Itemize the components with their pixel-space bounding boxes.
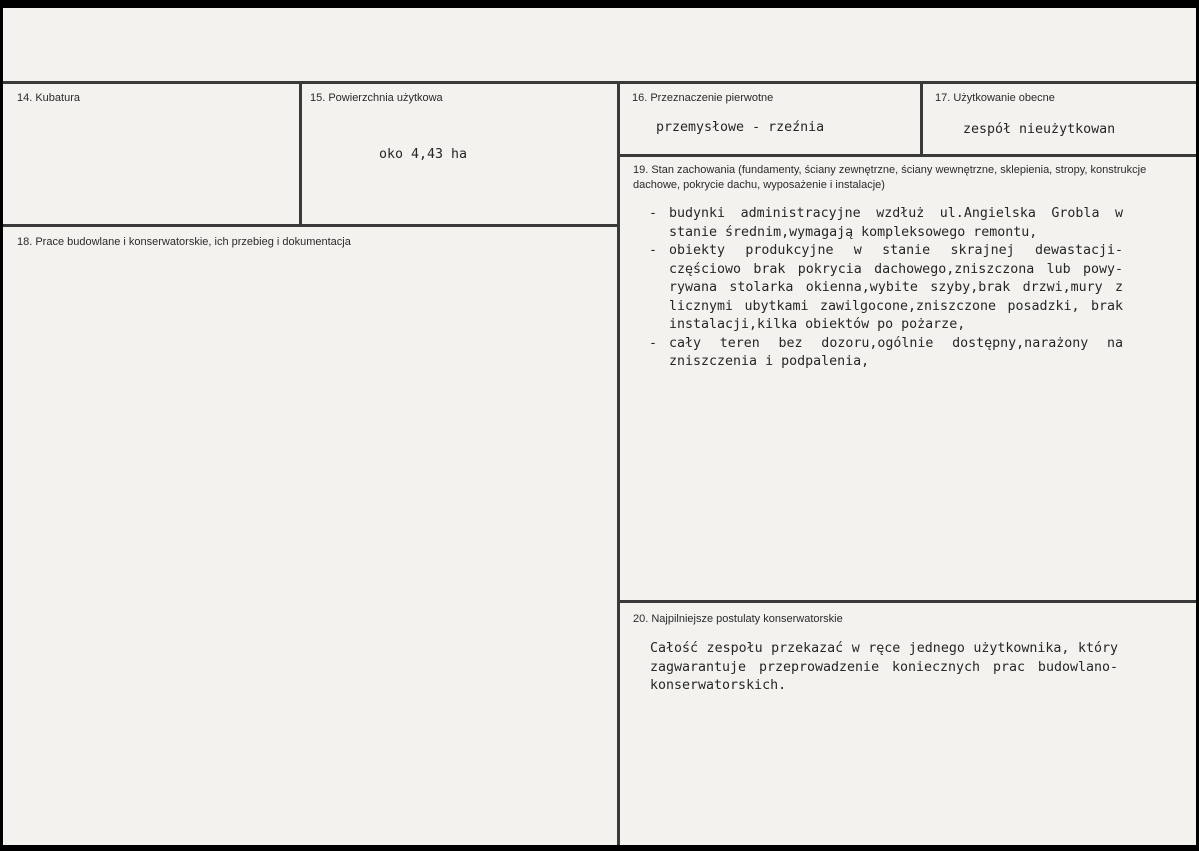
- stan-item-text: cały teren bez dozoru,ogólnie dostępny,narażony na zniszczenia i podpalenia,: [669, 335, 1123, 369]
- stan-item: [649, 242, 1123, 335]
- stan-item-text: obiekty produkcyjne w stanie skrajnej dewastacji- częściowo brak pokrycia dachowego,zniszczona lub powy- rywana stolarka okienna,wybite szyby,brak drzwi,mury z licznymi ubytkami zawilgocone,zniszczone posadzki, brak instalacji,kilka obiektów po pożarze,: [669, 243, 1123, 332]
- center-divider: [617, 83, 620, 845]
- rule-below-19: [618, 600, 1196, 603]
- prace-label: 18. Prace budowlane i konserwatorskie, ich przebieg i dokumentacja: [17, 236, 351, 248]
- stan-items: [649, 205, 1123, 372]
- divider-16-17: [920, 83, 923, 155]
- rule-below-14-15: [3, 224, 619, 227]
- stan-item: [649, 335, 1123, 372]
- top-rule: [3, 81, 1196, 84]
- divider-14-15: [299, 83, 302, 227]
- stan-item-text: budynki administracyjne wzdłuż ul.Angielska Grobla w stanie średnim,wymagają kompleksowego remontu,: [669, 206, 1123, 240]
- stan-label: 19. Stan zachowania (fundamenty, ściany zewnętrzne, ściany wewnętrzne, sklepienia, stropy, konstrukcje dachowe, pokrycie dachu, wyposażenie i instalacje): [633, 164, 1147, 191]
- przeznaczenie-value: przemysłowe - rzeźnia: [656, 120, 825, 135]
- dash-marker: -: [649, 243, 658, 258]
- postulaty-value: Całość zespołu przekazać w ręce jednego użytkownika, który zagwarantuje przeprowadzenie koniecznych prac budowlano-konserwatorskich.: [650, 641, 1118, 693]
- kubatura-label: 14. Kubatura: [17, 92, 80, 104]
- postulaty-label: 20. Najpilniejsze postulaty konserwatorskie: [633, 613, 843, 625]
- stan-item: [649, 205, 1123, 242]
- rule-below-16-17: [618, 154, 1196, 157]
- dash-marker: -: [649, 335, 658, 351]
- uzytkowanie-value: zespół nieużytkowan: [963, 122, 1116, 137]
- dash-marker: -: [649, 206, 658, 221]
- powierzchnia-label: 15. Powierzchnia użytkowa: [310, 92, 443, 104]
- record-card-sheet: [3, 8, 1196, 845]
- uzytkowanie-label: 17. Użytkowanie obecne: [935, 92, 1055, 104]
- powierzchnia-value: oko 4,43 ha: [379, 147, 468, 162]
- przeznaczenie-label: 16. Przeznaczenie pierwotne: [632, 92, 774, 104]
